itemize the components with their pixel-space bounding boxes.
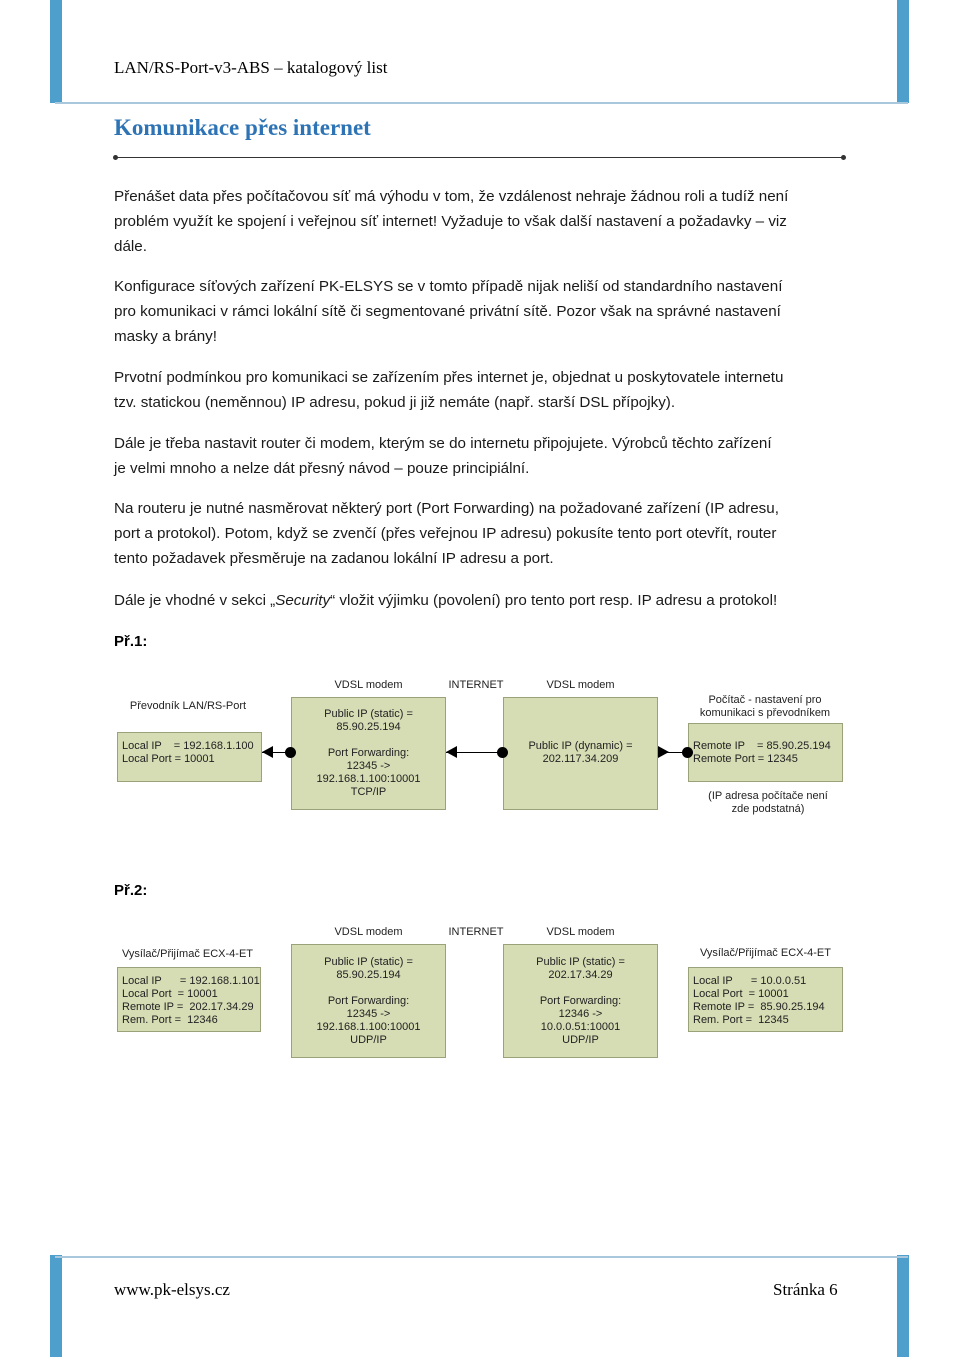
paragraph-2: Konfigurace síťových zařízení PK-ELSYS se v tomto případě nijak neliší od standardního nastavení pro komunikaci v rámci lokální sítě či segmentované privátní sítě. Pozor však na správné nastavení masky a brány! (114, 278, 783, 345)
ex2-right-config: Local IP = 10.0.0.51 Local Port = 10001 Remote IP = 85.90.25.194 Rem. Port = 12345 (693, 975, 825, 1026)
footer-divider (55, 1256, 908, 1258)
ex1-arrow-right-out (658, 746, 669, 758)
ex1-arrow-left-in (262, 746, 273, 758)
ex2-modem1-title: VDSL modem (334, 926, 403, 938)
ex1-right-note: (IP adresa počítače není zde podstatná) (708, 790, 828, 815)
paragraph-5: Na routeru je nutné nasměrovat některý port (Port Forwarding) na požadované zařízení (IP adresu, port a protokol). Potom, když se zvenčí (přes veřejnou IP adresu) pokusíte tento port otevřít, router tento požadavek přesměruje na zadanou lokální IP adresu a port. (114, 500, 779, 567)
ex1-internet-label: INTERNET (448, 679, 504, 691)
ex2-left-title: Vysílač/Přijímač ECX-4-ET (122, 948, 254, 960)
ex1-right-title: Počítač - nastavení pro komunikaci s převodníkem (699, 694, 831, 719)
ex1-modem1-text: Public IP (static) = 85.90.25.194 Port Forwarding: 12345 -> 192.168.1.100:10001 TCP/IP (316, 708, 421, 798)
section-title: Komunikace přes internet (114, 115, 371, 140)
paragraph-4: Dále je třeba nastavit router či modem, kterým se do internetu připojujete. Výrobců těchto zařízení je velmi mnoho a nelze dát přesný návod – pouze principiální. (114, 435, 772, 477)
ex2-left-config: Local IP = 192.168.1.101 Local Port = 10001 Remote IP = 202.17.34.29 Rem. Port = 12346 (122, 975, 260, 1026)
left-top-bar (50, 0, 62, 103)
paragraph-3: Prvotní podmínkou pro komunikaci se zařízením přes internet je, objednat u poskytovatele internetu tzv. statickou (neměnnou) IP adresu, pokud ji již nemáte (např. starší DSL přípojky). (114, 369, 784, 411)
ex1-dot-right (682, 747, 693, 758)
document-header: LAN/RS-Port-v3-ABS – katalogový list (114, 58, 388, 77)
paragraph-1: Přenášet data přes počítačovou síť má výhodu v tom, že vzdálenost nehraje žádnou roli a tudíž není problém využít ke spojení i veřejnou síť internet! Vyžaduje to však další nastavení a požadavky – viz dále. (114, 188, 789, 255)
ex2-modem2-title: VDSL modem (546, 926, 615, 938)
ex1-dot-left (285, 747, 296, 758)
header-divider (55, 102, 908, 104)
ex1-modem2-text: Public IP (dynamic) = 202.117.34.209 (528, 740, 633, 765)
ex1-dot-middle (497, 747, 508, 758)
right-top-bar (897, 0, 909, 103)
right-bottom-bar (897, 1255, 909, 1357)
ex1-left-config: Local IP = 192.168.1.100 Local Port = 10001 (122, 740, 254, 765)
example-2-label: Př.2: (114, 882, 148, 899)
ex1-arrow-mid-left (446, 746, 457, 758)
paragraph-6: Dále je vhodné v sekci „Security“ vložit výjimku (povolení) pro tento port resp. IP adresu a protokol! (114, 592, 778, 609)
ex1-right-config: Remote IP = 85.90.25.194 Remote Port = 12345 (693, 740, 831, 765)
footer-website: www.pk-elsys.cz (114, 1280, 230, 1299)
ex1-modem2-title: VDSL modem (546, 679, 615, 691)
ex2-modem2-text: Public IP (static) = 202.17.34.29 Port Forwarding: 12346 -> 10.0.0.51:10001 UDP/IP (536, 956, 625, 1046)
example-1-label: Př.1: (114, 633, 148, 650)
ex2-right-title: Vysílač/Přijímač ECX-4-ET (699, 947, 831, 959)
ex2-internet-label: INTERNET (448, 926, 504, 938)
left-bottom-bar (50, 1255, 62, 1357)
title-rule (114, 157, 845, 158)
footer-page-number: Stránka 6 (773, 1280, 838, 1299)
ex2-modem1-text: Public IP (static) = 85.90.25.194 Port Forwarding: 12345 -> 192.168.1.100:10001 UDP/IP (316, 956, 421, 1046)
ex1-modem1-title: VDSL modem (334, 679, 403, 691)
ex1-left-title: Převodník LAN/RS-Port (129, 700, 247, 712)
security-emphasis: Security (275, 592, 331, 609)
